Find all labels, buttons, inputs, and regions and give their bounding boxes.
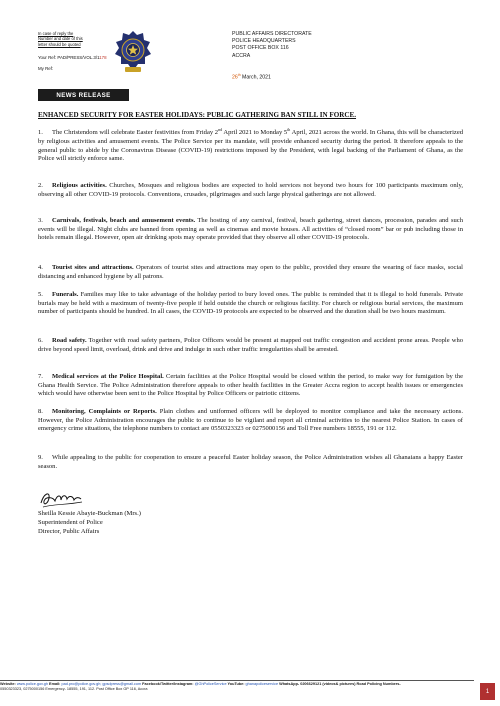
social-handle[interactable]: @GhPoliceService bbox=[194, 682, 227, 686]
paragraph: 5. Funerals. Families may like to take advantage of the holiday period to bury loved ones. The public is reminded that it is illegal to hold funerals. Private burials may be held with a maximum of twenty-five people if held outside the church or religious facility. For church or religious burial services, the maximum number of participants should be hundred. In all cases, the COVID-19 protocols are expected to be observed and the duration shall be two hours maximum. bbox=[38, 291, 463, 316]
footer-contacts bbox=[0, 682, 470, 692]
paragraph: 8. Monitoring, Complaints or Reports. Plain clothes and uniformed officers will be deployed to monitor compliance and take the necessary actions. However, the Police Administration encourages the public to continue to be vigilant and report all criminal activities to the nearest Police Station. In cases of emergency crime situations, the telephone numbers to contact are 0550323323 or 0275000156 and Toll Free numbers 18555, 191 or 112. bbox=[38, 408, 463, 433]
reply-line: In case of reply the bbox=[38, 31, 74, 36]
footer-line-1: Website: www.police.gov.gh Email: pad.pro@police.gov.gh; gpsdpress@gmail.com Facebook/Twitter/Instagram: @GhPoliceService YouTube: ghanapoliceservice WhatsApp- 0206629121 (videos& pictures) Road Policing Numbers- bbox=[0, 682, 401, 686]
address-line: POST OFFICE BOX 116 bbox=[232, 45, 289, 52]
reply-instructions bbox=[38, 31, 83, 47]
paragraph: 2. Religious activities. Churches, Mosques and religious bodies are expected to hold services not beyond two hours for 100 participants maximum only, observing all other COVID-19 protocols. Conventions, crusades, pilgrimages and such large physical gatherings are not allowed. bbox=[38, 182, 463, 198]
news-release-label: NEWS RELEASE bbox=[38, 89, 129, 101]
paragraph: 7. Medical services at the Police Hospital. Certain facilities at the Police Hospital would be closed within the period, to make way for fumigation by the Ghana Health Service. The Police Administration therefore appeals to other health facilities in the Greater Accra region to accept health issues or emergencies which would have otherwise been sent to the Police Hospital by Police Officers or patriotic citizens. bbox=[38, 373, 463, 398]
footer-line-2: 0550323323, 0275000156 Emergency- 18555, 191, 112. Post Office Box GP 116, Accra bbox=[0, 687, 148, 691]
signer-title: Director, Public Affairs bbox=[38, 527, 100, 535]
reply-line: Number and date of this bbox=[38, 36, 83, 42]
signer-block bbox=[38, 510, 141, 537]
paragraph: 1. The Christendom will celebrate Easter festivities from Friday 2nd April 2021 to Monday 5th April, 2021 across the world. In Ghana, this will be characterized by religious activities and amusement events. The Police Service per its mandate, will provide enhanced security during the period. It therefore appeals to the general public to abide by the Coronavirus Disease (COVID-19) restrictions imposed by the President, with legal backing of the Parliament of Ghana, as the Police will strictly enforce same. bbox=[38, 127, 463, 163]
address-line: PUBLIC AFFAIRS DIRECTORATE bbox=[232, 31, 312, 37]
website-link[interactable]: www.police.gov.gh bbox=[16, 682, 48, 686]
release-date: 26th March, 2021 bbox=[232, 73, 271, 81]
page-number-badge: 1 bbox=[480, 683, 495, 700]
address-line: ACCRA bbox=[232, 52, 251, 59]
handwritten-signature bbox=[38, 489, 86, 511]
signer-name: Sheilla Kessie Abayie-Buckman (Mrs.) bbox=[38, 510, 141, 517]
youtube-link[interactable]: ghanapoliceservice bbox=[245, 682, 279, 686]
police-crest-icon bbox=[113, 29, 153, 75]
paragraph: 3. Carnivals, festivals, beach and amusement events. The hosting of any carnival, festival, beach gathering, street dances, procession, parades and such events will be illegal. Night clubs are banned from opening as well as cinemas and movie houses. All activities of “closed room” bar or pub including those in hotels remain illegal. However, open air drinking spots may operate provided that they observe all other COVID-19 protocols. bbox=[38, 217, 463, 242]
email-links[interactable]: pad.pro@police.gov.gh; gpsdpress@gmail.com bbox=[61, 682, 142, 686]
paragraph: 6. Road safety. Together with road safety partners, Police Officers would be present at mapped out traffic congestion and accident prone areas. People who drive beyond speed limit, overload, drink and drive and indulge in such other traffic irregularities shall be arrested. bbox=[38, 337, 463, 353]
reply-line: letter should be quoted bbox=[38, 41, 81, 47]
signer-rank: Superintendent of Police bbox=[38, 518, 103, 526]
document-title: ENHANCED SECURITY FOR EASTER HOLIDAYS: PUBLIC GATHERING BAN STILL IN FORCE. bbox=[38, 111, 357, 119]
paragraph: 4. Tourist sites and attractions. Operators of tourist sites and attractions may open to the public, provided they ensure the wearing of face masks, social distancing and enhanced hygiene by all patrons. bbox=[38, 264, 463, 280]
directorate-address bbox=[232, 31, 312, 60]
footer-divider bbox=[0, 680, 474, 681]
your-ref: Your Ref: PAD/PRESS/VOL.3/1178 bbox=[38, 55, 107, 60]
address-line: POLICE HEADQUARTERS bbox=[232, 38, 296, 45]
paragraph: 9. While appealing to the public for cooperation to ensure a peaceful Easter holiday season, the Police Administration wishes all Ghanaians a happy Easter season. bbox=[38, 454, 463, 470]
my-ref: My Ref: bbox=[38, 66, 54, 71]
